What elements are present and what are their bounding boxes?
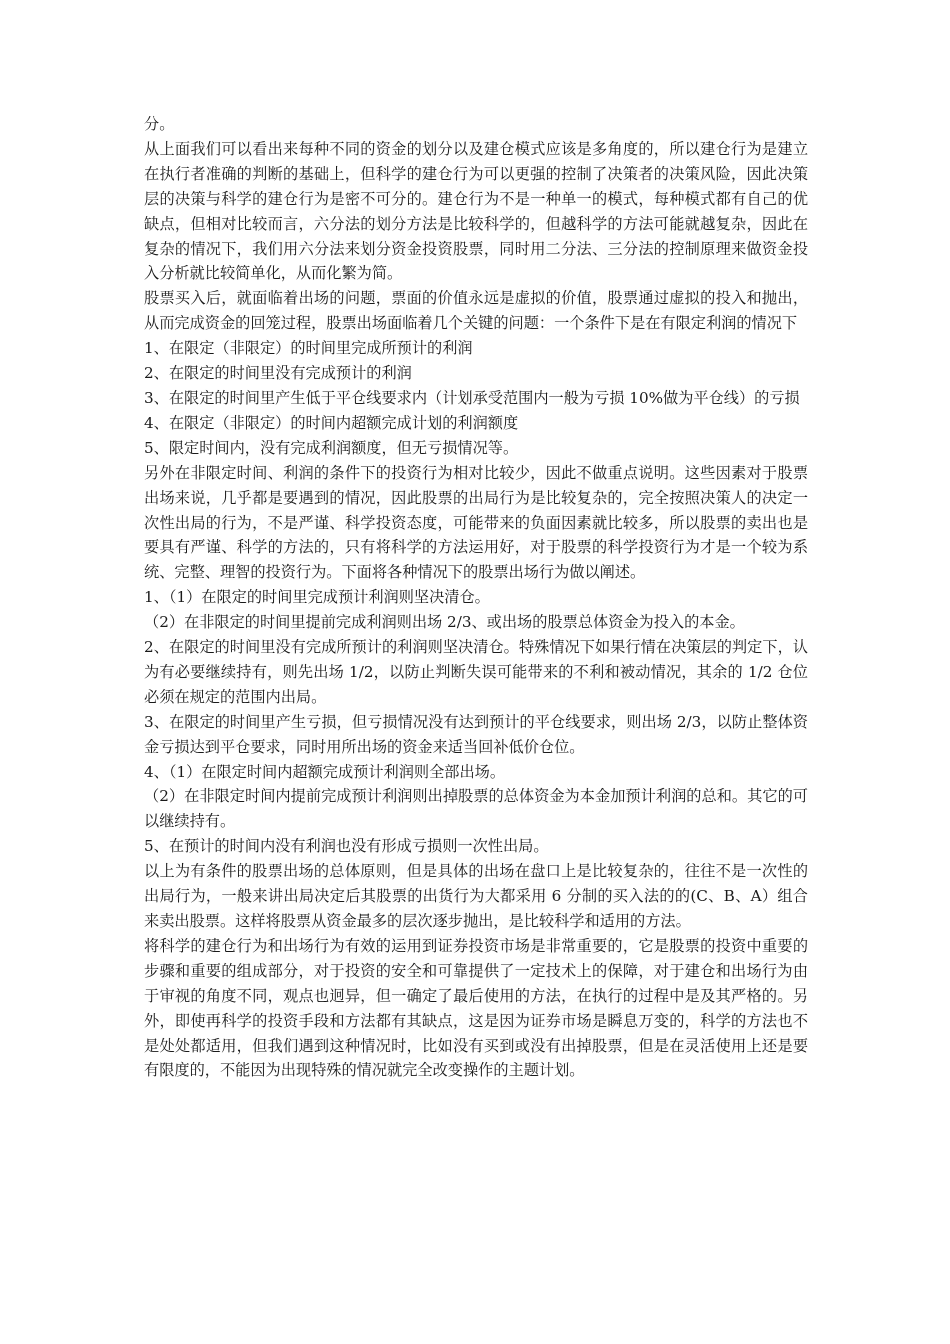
list-item: 3、在限定的时间里产生低于平仓线要求内（计划承受范围内一般为亏损 10%做为平仓线）的亏损 [144,388,800,407]
paragraph: 分。 [144,115,175,133]
list-item: 2、在限定的时间里没有完成所预计的利润则坚决清仓。特殊情况下如果行情在决策层的判定下，认为有必要继续持有，则先出场 1/2，以防止判断失误可能带来的不利和被动情况，其余的 1/2 仓位必须在规定的范围内出局。 [144,638,808,706]
list-item: 4、（1）在限定时间内超额完成预计利润则全部出场。 [144,762,506,781]
list-item: （2）在非限定的时间里提前完成利润则出场 2/3、或出场的股票总体资金为投入的本金。 [144,613,745,632]
paragraph: 从上面我们可以看出来每种不同的资金的划分以及建仓模式应该是多角度的，所以建仓行为是建立在执行者准确的判断的基础上，但科学的建仓行为可以更强的控制了决策者的决策风险，因此决策层的决策与科学的建仓行为是密不可分的。建仓行为不是一种单一的模式，每种模式都有自己的优缺点，但相对比较而言，六分法的划分方法是比较科学的，但越科学的方法可能就越复杂，因此在复杂的情况下，我们用六分法来划分资金投资股票，同时用二分法、三分法的控制原理来做资金投入分析就比较简单化，从而化繁为简。 [144,139,808,283]
list-item: 5、在预计的时间内没有利润也没有形成亏损则一次性出局。 [144,837,549,856]
list-item: （2）在非限定时间内提前完成预计利润则出掉股票的总体资金为本金加预计利润的总和。其它的可以继续持有。 [144,787,808,831]
list-item: 2、在限定的时间里没有完成预计的利润 [144,364,412,383]
list-item: 1、（1）在限定的时间里完成预计利润则坚决清仓。 [144,588,490,607]
list-item: 1、在限定（非限定）的时间里完成所预计的利润 [144,339,473,358]
paragraph: 以上为有条件的股票出场的总体原则，但是具体的出场在盘口上是比较复杂的，往往不是一次性的出局行为，一般来讲出局决定后其股票的出货行为大都采用 6 分制的买入法的的(C、B、A）组合来卖出股票。这样将股票从资金最多的层次逐步抛出，是比较科学和适用的方法。 [144,862,808,930]
paragraph: 将科学的建仓行为和出场行为有效的运用到证券投资市场是非常重要的，它是股票的投资中重要的步骤和重要的组成部分，对于投资的安全和可靠提供了一定技术上的保障，对于建仓和出场行为由于审视的角度不同，观点也迥异，但一确定了最后使用的方法，在执行的过程中是及其严格的。另外，即使再科学的投资手段和方法都有其缺点，这是因为证券市场是瞬息万变的，科学的方法也不是处处都适用，但我们遇到这种情况时，比如没有买到或没有出掉股票，但是在灵活使用上还是要有限度的，不能因为出现特殊的情况就完全改变操作的主题计划。 [144,936,808,1080]
list-item: 3、在限定的时间里产生亏损，但亏损情况没有达到预计的平仓线要求，则出场 2/3，以防止整体资金亏损达到平仓要求，同时用所出场的资金来适当回补低价仓位。 [144,712,808,756]
list-item: 5、限定时间内，没有完成利润额度，但无亏损情况等。 [144,438,519,457]
paragraph: 股票买入后，就面临着出场的问题，票面的价值永远是虚拟的价值，股票通过虚拟的投入和抛出，从而完成资金的回笼过程，股票出场面临着几个关键的问题：一个条件下是在有限定利润的情况下 [144,289,808,333]
paragraph: 另外在非限定时间、利润的条件下的投资行为相对比较少，因此不做重点说明。这些因素对于股票出场来说，几乎都是要遇到的情况，因此股票的出局行为是比较复杂的，完全按照决策人的决定一次性出局的行为，不是严谨、科学投资态度，可能带来的负面因素就比较多，所以股票的卖出也是要具有严谨、科学的方法的，只有将科学的方法运用好，对于股票的科学投资行为才是一个较为系统、完整、理智的投资行为。下面将各种情况下的股票出场行为做以阐述。 [144,463,808,582]
list-item: 4、在限定（非限定）的时间内超额完成计划的利润额度 [144,413,519,432]
document-page [144,112,808,1083]
